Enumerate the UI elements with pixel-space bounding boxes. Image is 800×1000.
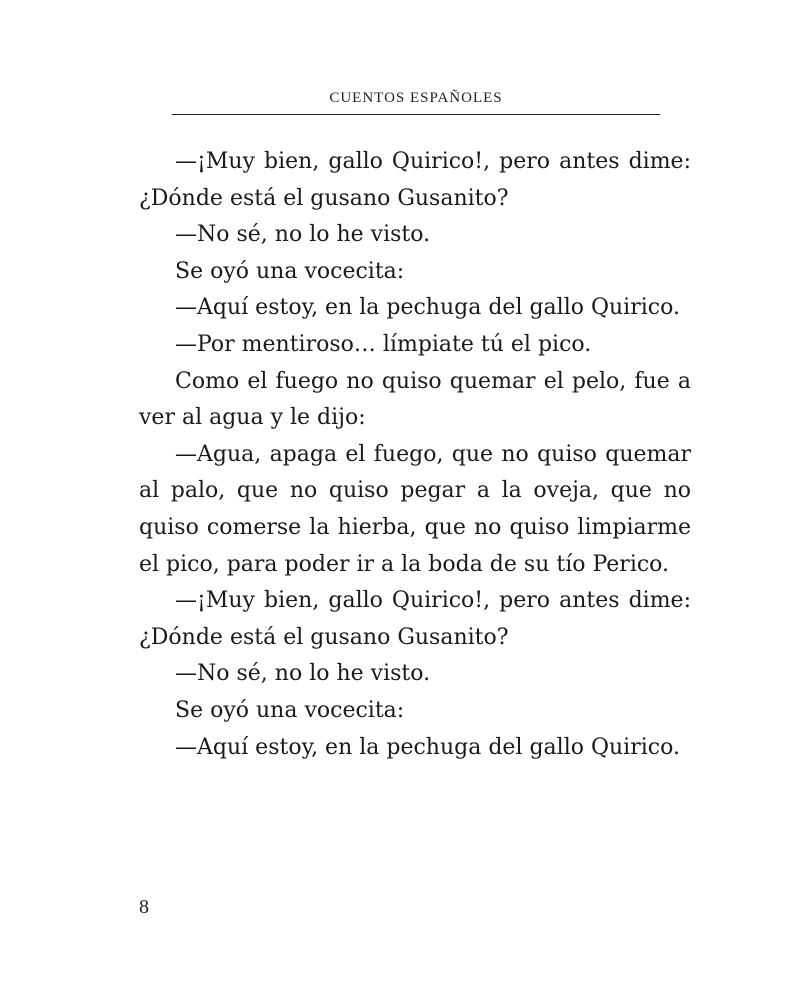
paragraph: —¡Muy bien, gallo Quirico!, pero antes dime: ¿Dónde está el gusano Gusanito? bbox=[139, 588, 691, 650]
paragraph: —Aquí estoy, en la pechuga del gallo Quirico. bbox=[175, 295, 680, 321]
paragraph: Se oyó una vocecita: bbox=[175, 697, 405, 723]
paragraph: —No sé, no lo he visto. bbox=[175, 222, 431, 248]
paragraph: Como el fuego no quiso quemar el pelo, fue a ver al agua y le dijo: bbox=[139, 368, 691, 431]
paragraph: —Aquí estoy, en la pechuga del gallo Quirico. bbox=[175, 734, 680, 760]
paragraph: —Agua, apaga el fuego, que no quiso quemar al palo, que no quiso pegar a la oveja, que no quiso comerse la hierba, que no quiso limpiarme el pico, para poder ir a la boda de su tío Perico. bbox=[139, 441, 691, 577]
paragraph: Se oyó una vocecita: bbox=[175, 258, 405, 284]
header-rule bbox=[172, 114, 660, 115]
page-number: 8 bbox=[139, 896, 149, 918]
paragraph: —¡Muy bien, gallo Quirico!, pero antes dime: ¿Dónde está el gusano Gusanito? bbox=[139, 149, 691, 211]
paragraph: —No sé, no lo he visto. bbox=[175, 661, 431, 687]
running-header-title: CUENTOS ESPAÑOLES bbox=[329, 90, 503, 106]
page-body-text bbox=[139, 144, 691, 766]
paragraph: —Por mentiroso… límpiate tú el pico. bbox=[175, 331, 592, 357]
